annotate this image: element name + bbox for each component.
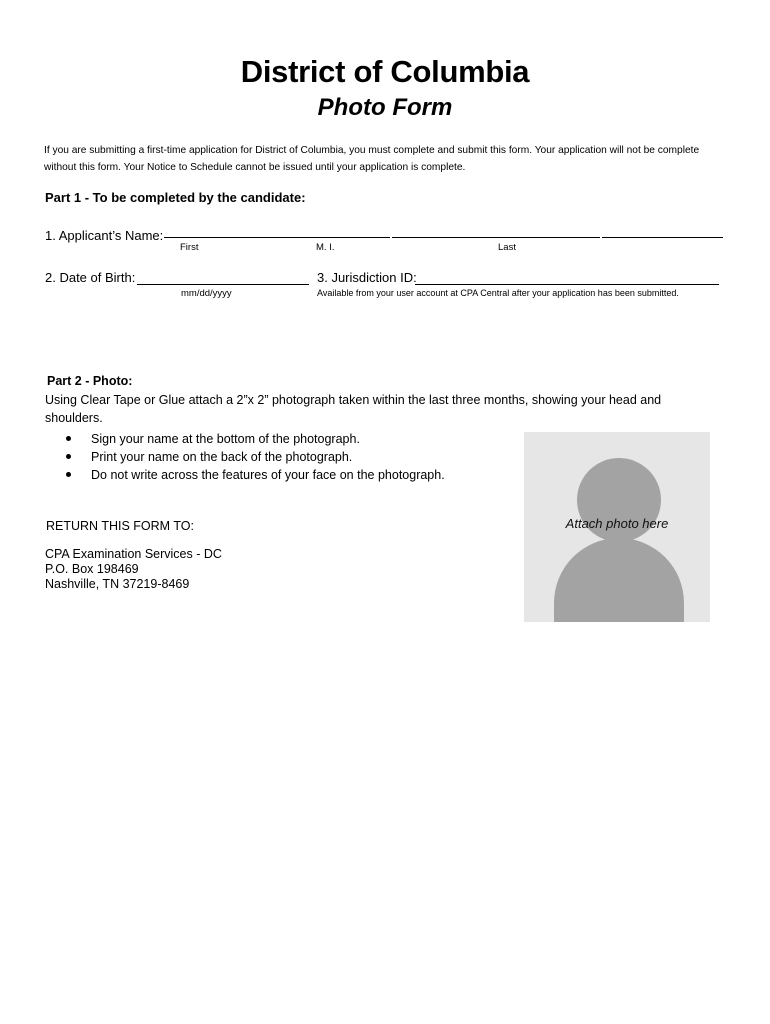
requirement-text: Print your name on the back of the photograph. bbox=[91, 450, 353, 464]
address-line-1: CPA Examination Services - DC bbox=[45, 547, 222, 561]
person-body-icon bbox=[554, 538, 684, 622]
form-title: District of Columbia bbox=[240, 54, 530, 89]
bullet-icon bbox=[66, 454, 71, 459]
applicant-name-label: 1. Applicant’s Name: bbox=[45, 228, 164, 243]
dob-label: 2. Date of Birth: bbox=[45, 270, 136, 285]
list-item bbox=[66, 466, 445, 484]
jurisdiction-field[interactable] bbox=[415, 284, 719, 285]
jurisdiction-label: 3. Jurisdiction ID: bbox=[317, 270, 417, 285]
address-line-3: Nashville, TN 37219-8469 bbox=[45, 577, 190, 591]
mi-caption: M. I. bbox=[316, 242, 335, 253]
part1-heading: Part 1 - To be completed by the candidate: bbox=[45, 190, 306, 205]
first-caption: First bbox=[180, 242, 199, 253]
list-item bbox=[66, 430, 445, 448]
bullet-icon bbox=[66, 472, 71, 477]
dob-caption: mm/dd/yyyy bbox=[181, 288, 232, 299]
last-caption: Last bbox=[498, 242, 516, 253]
form-subtitle: Photo Form bbox=[317, 94, 453, 121]
photo-instructions: Using Clear Tape or Glue attach a 2”x 2” photograph taken within the last three months, showing your head and shoulders. bbox=[45, 393, 662, 425]
requirement-text: Do not write across the features of your face on the photograph. bbox=[91, 468, 445, 482]
first-name-field[interactable] bbox=[164, 237, 390, 238]
address-line-2: P.O. Box 198469 bbox=[45, 562, 139, 576]
requirement-text: Sign your name at the bottom of the photograph. bbox=[91, 432, 360, 446]
bullet-icon bbox=[66, 436, 71, 441]
intro-paragraph: If you are submitting a first-time application for District of Columbia, you must complete and submit this form. Your application will not be complete without this form. Your Notice to Schedule cannot be issued until your application is complete. bbox=[44, 145, 700, 173]
return-heading: RETURN THIS FORM TO: bbox=[46, 519, 194, 533]
photo-attachment-area[interactable] bbox=[524, 432, 710, 622]
jurisdiction-caption: Available from your user account at CPA Central after your application has been submitted. bbox=[317, 288, 679, 298]
photo-placeholder-label: Attach photo here bbox=[565, 516, 669, 531]
part2-heading: Part 2 - Photo: bbox=[47, 374, 133, 388]
dob-field[interactable] bbox=[137, 284, 309, 285]
middle-initial-field[interactable] bbox=[392, 237, 600, 238]
photo-requirements-list bbox=[66, 430, 445, 484]
list-item bbox=[66, 448, 445, 466]
last-name-field[interactable] bbox=[602, 237, 723, 238]
